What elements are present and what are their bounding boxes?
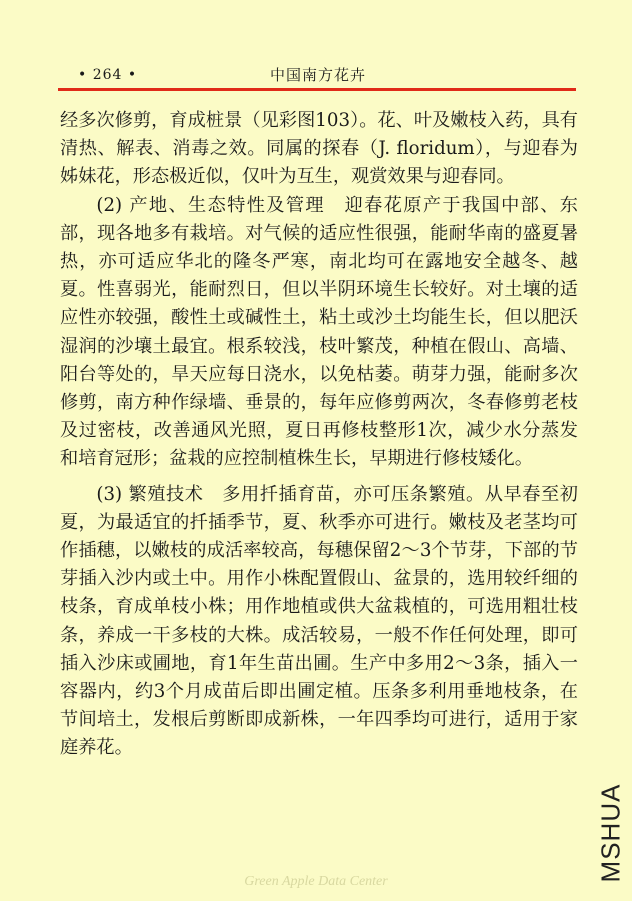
page-number: • 264 • <box>78 67 138 83</box>
body-text <box>60 107 578 763</box>
paragraph-continuation: 经多次修剪，育成桩景（见彩图103）。花、叶及嫩枝入药，具有清热、解表、消毒之效。同属的探春（J. floridum），与迎春为姊妹花，形态极近似，仅叶为互生，观赏效果与迎春同。 <box>60 110 578 188</box>
footer-watermark: Green Apple Data Center <box>244 874 388 889</box>
paragraph-habitat-management: (2) 产地、生态特性及管理 迎春花原产于我国中部、东部，现各地多有栽培。对气候的适应性很强，能耐华南的盛夏暑热，亦可适应华北的隆冬严寒，南北均可在露地安全越冬、越夏。性喜弱光，能耐烈日，但以半阴环境生长较好。对土壤的适应性亦较强，酸性土或碱性土，粘土或沙土均能生长，但以肥沃湿润的沙壤土最宜。根系较浅，枝叶繁茂，种植在假山、高墙、阳台等处的，旱天应每日浇水，以免枯萎。萌芽力强，能耐多次修剪，南方种作绿墙、垂景的，每年应修剪两次，冬春修剪老枝及过密枝，改善通风光照，夏日再修枝整形1次，减少水分蒸发和培育冠形；盆栽的应控制植株生长，早期进行修枝矮化。 <box>60 194 578 470</box>
page-header <box>58 63 576 89</box>
header-rule <box>58 88 576 91</box>
running-title: 中国南方花卉 <box>270 66 367 84</box>
paragraph-propagation: (3) 繁殖技术 多用扦插育苗，亦可压条繁殖。从早春至初夏，为最适宜的扦插季节，夏、秋季亦可进行。嫩枝及老茎均可作插穗，以嫩枝的成活率较高，每穗保留2～3个节芽，下部的节芽插入沙内或土中。用作小株配置假山、盆景的，选用较纤细的枝条，育成单枝小株；用作地植或供大盆栽植的，可选用粗壮枝条，养成一干多枝的大株。成活较易，一般不作任何处理，即可插入沙床或圃地，育1年生苗出圃。生产中多用2～3条，插入一容器内，约3个月成苗后即出圃定植。压条多利用垂地枝条，在节间培土，发根后剪断即成新株，一年四季均可进行，适用于家庭养花。 <box>60 483 578 759</box>
side-watermark: MSHUA <box>595 783 626 883</box>
